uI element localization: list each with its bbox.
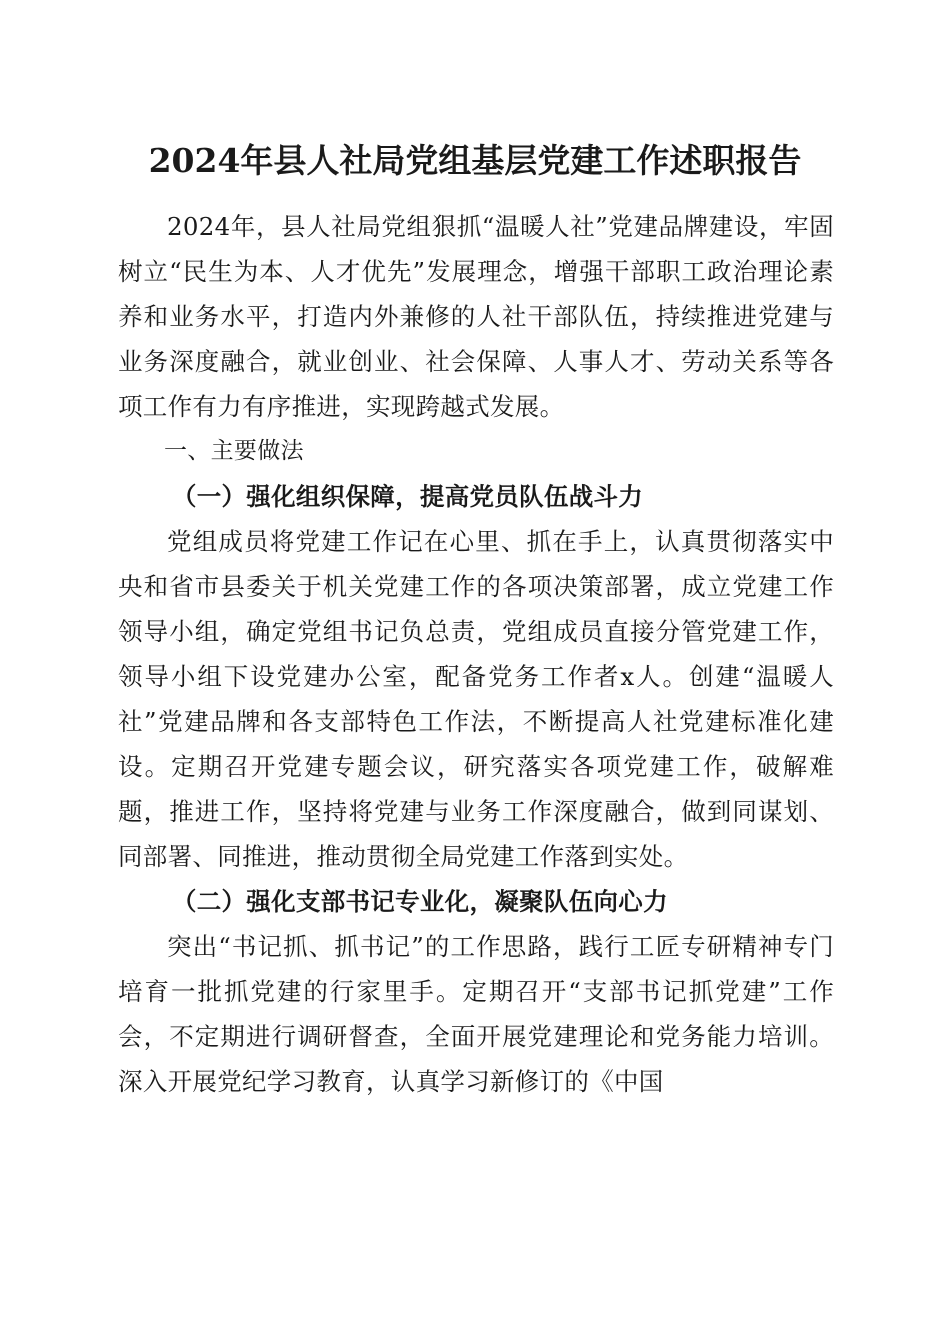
document-title: 2024年县人社局党组基层党建工作述职报告	[148, 141, 802, 180]
subsection-heading-organization: （一）强化组织保障，提高党员队伍战斗力	[171, 482, 644, 511]
subsection-paragraph-organization: 党组成员将党建工作记在心里、抓在手上，认真贯彻落实中央和省市县委关于机关党建工作的各项决策部署，成立党建工作领导小组，确定党组书记负总责，党组成员直接分管党建工作，领导小组下设党建办公室，配备党务工作者x人。创建“温暖人社”党建品牌和各支部特色工作法，不断提高人社党建标准化建设。定期召开党建专题会议，研究落实各项党建工作，破解难题，推进工作，坚持将党建与业务工作深度融合，做到同谋划、同部署、同推进，推动贯彻全局党建工作落到实处。	[118, 527, 835, 871]
subsection-paragraph-branch-secretary: 突出“书记抓、抓书记”的工作思路，践行工匠专研精神专门培育一批抓党建的行家里手。定期召开“支部书记抓党建”工作会，不定期进行调研督查，全面开展党建理论和党务能力培训。深入开展党纪学习教育，认真学习新修订的《中国	[118, 932, 834, 1096]
subsection-heading-branch-secretary: （二）强化支部书记专业化，凝聚队伍向心力	[171, 887, 668, 916]
section-heading-main-practices: 一、主要做法	[164, 438, 304, 464]
intro-paragraph: 2024年，县人社局党组狠抓“温暖人社”党建品牌建设，牢固树立“民生为本、人才优先”发展理念，增强干部职工政治理论素养和业务水平，打造内外兼修的人社干部队伍，持续推进党建与业务深度融合，就业创业、社会保障、人事人才、劳动关系等各项工作有力有序推进，实现跨越式发展。	[118, 212, 834, 421]
document-body	[118, 204, 834, 1104]
